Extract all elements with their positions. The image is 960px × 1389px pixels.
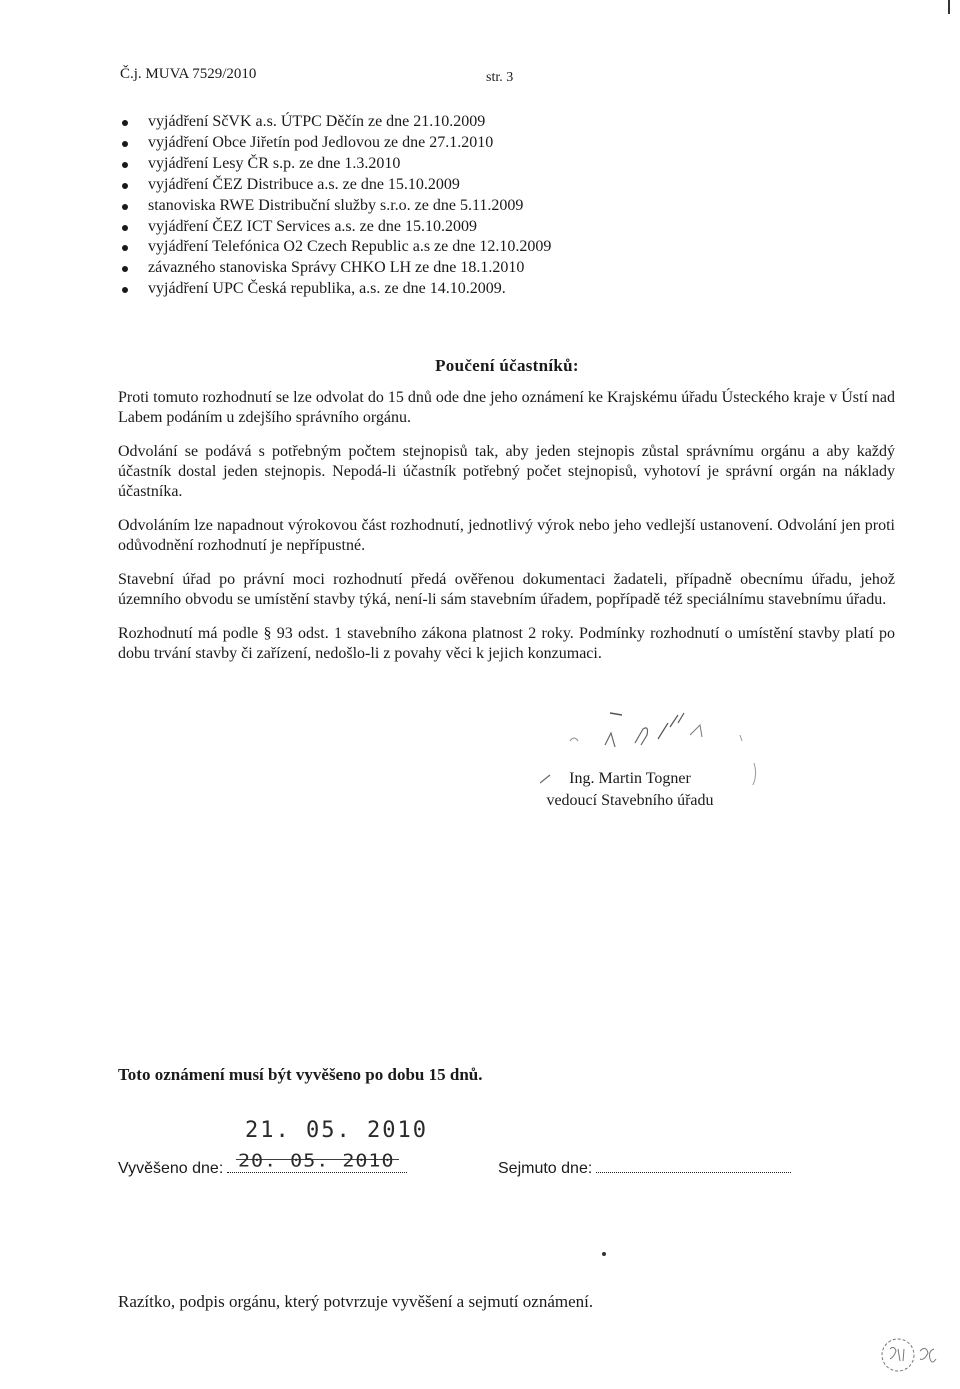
list-item: vyjádření Obce Jiřetín pod Jedlovou ze dne 27.1.2010 [120,133,660,154]
list-item: stanoviska RWE Distribuční služby s.r.o. ze dne 5.11.2009 [120,196,660,217]
date-stamp: 21. 05. 2010 [245,1118,428,1143]
paragraph: Rozhodnutí má podle § 93 odst. 1 stavebního zákona platnost 2 roky. Podmínky rozhodnutí o umístění stavby platí po dobu trvání stavby či zařízení, nedošlo-li z povahy věci k jejich konzumaci. [118,625,895,662]
list-item: vyjádření UPC Česká republika, a.s. ze dne 14.10.2009. [120,279,660,300]
handwritten-page-mark [878,1335,948,1375]
list-item: vyjádření ČEZ Distribuce a.s. ze dne 15.10.2009 [120,175,660,196]
removed-label: Sejmuto dne: [498,1160,593,1177]
paragraph: Odvoláním lze napadnout výrokovou část rozhodnutí, jednotlivý výrok nebo jeho vedlejší ustanovení. Odvolání jen proti odůvodnění rozhodnutí je nepřípustné. [118,517,895,554]
signatory-role: vedoucí Stavebního úřadu [546,792,714,809]
section-title [0,356,960,376]
list-item: závazného stanoviska Správy CHKO LH ze dne 18.1.2010 [120,258,660,279]
list-item: vyjádření SčVK a.s. ÚTPC Děčín ze dne 21.10.2009 [120,112,660,133]
list-item: vyjádření Lesy ČR s.p. ze dne 1.3.2010 [120,154,660,175]
posted-label: Vyvěšeno dne: [118,1160,224,1177]
posted-field [118,1160,407,1178]
reference-number: Č.j. MUVA 7529/2010 [120,66,257,82]
list-item: vyjádření Telefónica O2 Czech Republic a.s ze dne 12.10.2009 [120,237,660,258]
footer-note: Razítko, podpis orgánu, který potvrzuje vyvěšení a sejmutí oznámení. [118,1292,594,1311]
signatory-block [500,768,760,812]
page-header [120,66,560,90]
removed-dotted-line [596,1172,791,1173]
paragraph: Stavební úřad po právní moci rozhodnutí předá ověřenou dokumentaci žadateli, případně obecnímu úřadu, jehož územního obvodu se umístění stavby týká, není-li sám stavebním úřadem, popřípadě též speciálnímu stavebnímu úřadu. [118,571,895,608]
page-edge-mark [948,0,950,14]
statement-list [120,112,660,300]
page-number: str. 3 [486,70,514,85]
paragraph: Proti tomuto rozhodnutí se lze odvolat do 15 dnů ode dne jeho oznámení ke Krajskému úřadu Ústeckého kraje v Ústí nad Labem podáním u zdejšího správního orgánu. [118,389,895,426]
instruction-body [118,388,895,678]
posted-dotted-line [227,1172,407,1173]
signatory-name: Ing. Martin Togner [569,770,691,787]
list-item: vyjádření ČEZ ICT Services a.s. ze dne 15.10.2009 [120,217,660,238]
paragraph: Odvolání se podává s potřebným počtem stejnopisů tak, aby jeden stejnopis zůstal správnímu orgánu a aby každý účastník dostal jeden stejnopis. Nepodá-li účastník potřebný počet stejnopisů, vyhotoví je správní orgán na náklady účastníka. [118,443,895,500]
posting-notice: Toto oznámení musí být vyvěšeno po dobu 15 dnů. [118,1065,483,1084]
removed-field [498,1160,791,1178]
date-stamp-struck: 20. 05. 2010 [238,1149,395,1171]
stray-mark [602,1252,606,1256]
section-title-text: Poučení účastníků: [435,356,579,375]
